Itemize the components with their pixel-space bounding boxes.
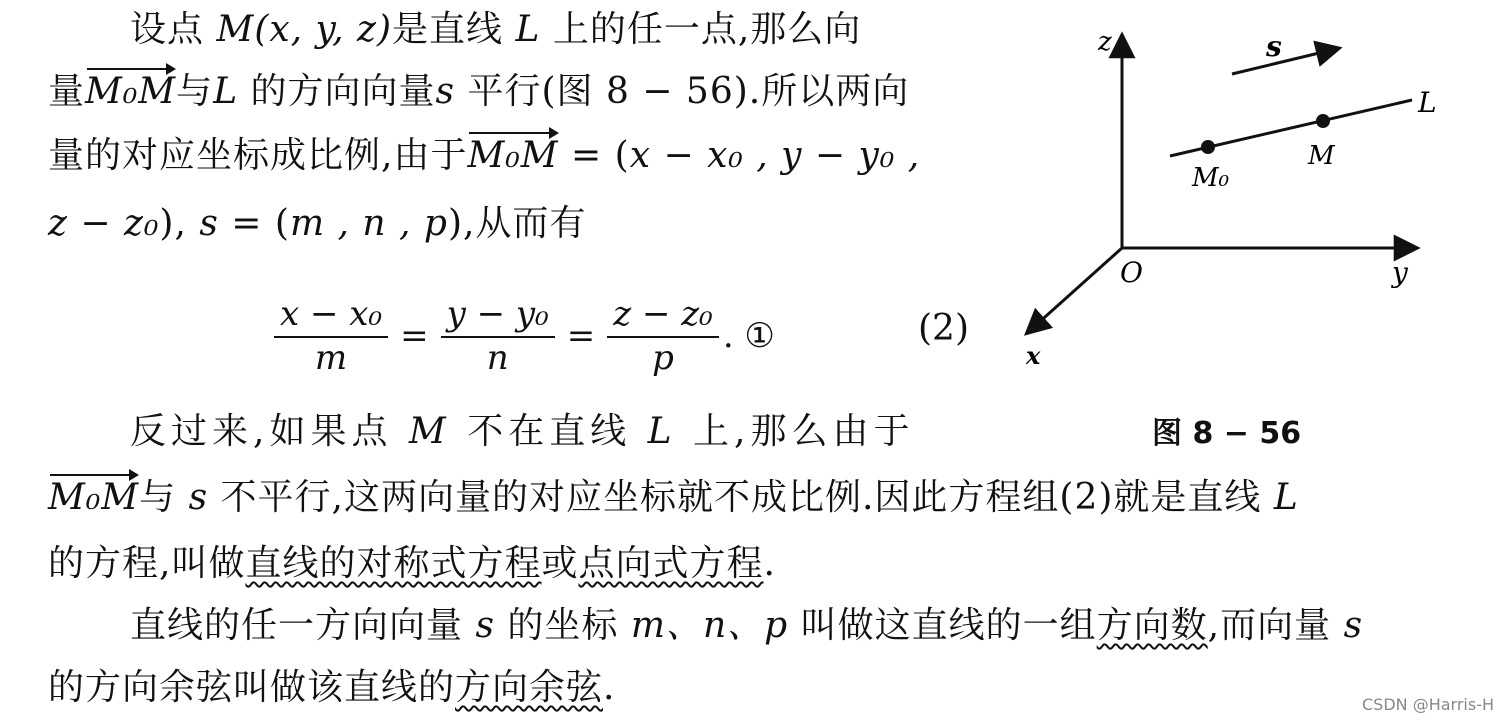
point-m0 (1201, 140, 1215, 154)
math: s (475, 605, 495, 646)
equals-sign: = (566, 316, 596, 356)
text: = ( (558, 135, 630, 176)
p1-line3 (48, 128, 920, 184)
fraction-x (274, 294, 388, 378)
text: ,而向量 (1207, 605, 1344, 646)
text: 反过来,如果点 (130, 411, 409, 452)
label-m: M (1308, 141, 1335, 171)
denominator: n (486, 338, 509, 378)
text: 上的任一点,那么向 (540, 9, 862, 50)
math: m、n、p (630, 605, 789, 646)
label-l: L (1418, 86, 1437, 119)
term-direction-cosines: 方向余弦 (455, 667, 604, 708)
fraction-z (607, 294, 719, 378)
label-origin: O (1120, 256, 1143, 289)
numerator: z − z₀ (607, 294, 719, 338)
text: . (603, 667, 616, 708)
math: z − z₀ (48, 203, 160, 244)
math: s (188, 477, 209, 518)
p2-line1 (130, 404, 914, 460)
direction-vector-s (1232, 48, 1340, 74)
text: 的方程,叫做 (48, 543, 246, 584)
denominator: m (314, 338, 348, 378)
text: 直线的任一方向向量 (130, 605, 476, 646)
p3-line2 (48, 660, 615, 716)
math: M (408, 411, 451, 452)
p1-line2 (48, 64, 909, 120)
vector-m0m: M₀M (85, 64, 176, 120)
math: s (199, 203, 219, 244)
text: 平行(图 8 − 56).所以两向 (455, 71, 910, 112)
term-point-direction-equation: 点向式方程 (578, 543, 764, 584)
label-s: s (1266, 30, 1282, 63)
text: 的坐标 (494, 605, 631, 646)
p1-line4 (48, 196, 586, 252)
equation-number: (2) (918, 308, 969, 349)
text: ),从而有 (447, 203, 587, 244)
text: 的方向向量 (238, 71, 436, 112)
text: 量 (48, 71, 86, 112)
vector-m0m: M₀M (48, 470, 139, 526)
p1-line1 (130, 2, 861, 58)
vector-m0m: M₀M (467, 128, 558, 184)
footnote-mark: . ① (722, 316, 775, 356)
math: x − x₀ , y − y₀ , (629, 135, 921, 176)
text: = ( (218, 203, 290, 244)
p3-line1 (130, 598, 1363, 654)
text: 与 (176, 71, 214, 112)
p2-line3 (48, 536, 776, 592)
text: 上,那么由于 (676, 411, 915, 452)
text: 与 (139, 477, 189, 518)
math: s (1343, 605, 1364, 646)
math: L (647, 411, 677, 452)
math: L (515, 9, 541, 50)
math: L (1273, 477, 1299, 518)
x-axis (1026, 248, 1122, 334)
label-x: x (1026, 341, 1041, 370)
p2-line2 (48, 470, 1299, 526)
text: 是直线 (392, 9, 516, 50)
label-y: y (1392, 256, 1408, 289)
text: . (763, 543, 776, 584)
figure-caption: 图 8 − 56 (1152, 416, 1302, 451)
text: 的方向余弦叫做该直线的 (48, 667, 456, 708)
label-m0: M₀ (1192, 163, 1230, 193)
text: 设点 (130, 9, 217, 50)
term-direction-numbers: 方向数 (1096, 605, 1208, 646)
math: m , n , p (289, 203, 448, 244)
figure-8-56 (1000, 20, 1480, 400)
fraction-y (441, 294, 555, 378)
text: 量的对应坐标成比例,由于 (48, 135, 468, 176)
watermark: CSDN @Harris-H (1362, 695, 1494, 714)
text: 不平行,这两向量的对应坐标就不成比例.因此方程组(2)就是直线 (208, 477, 1274, 518)
math: M(x, y, z) (216, 9, 393, 50)
math: s (435, 71, 456, 112)
numerator: x − x₀ (274, 294, 388, 338)
point-m (1316, 114, 1330, 128)
text: ), (159, 203, 200, 244)
term-symmetric-equation: 直线的对称式方程 (245, 543, 542, 584)
symmetric-equation (270, 296, 775, 376)
math: L (213, 71, 239, 112)
text: 不在直线 (450, 411, 648, 452)
numerator: y − y₀ (441, 294, 555, 338)
equals-sign: = (400, 316, 429, 356)
denominator: p (652, 338, 674, 378)
label-z: z (1098, 27, 1112, 57)
text: 叫做这直线的一组 (788, 605, 1097, 646)
text: 或 (541, 543, 579, 584)
